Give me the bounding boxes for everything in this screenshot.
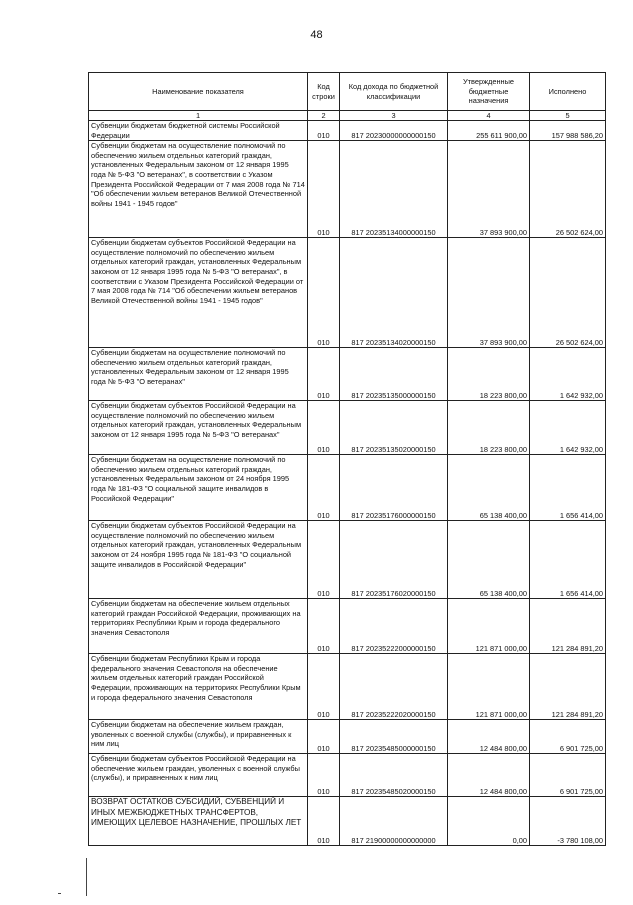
row-name: ВОЗВРАТ ОСТАТКОВ СУБСИДИЙ, СУБВЕНЦИЙ И ИНЫХ МЕЖБЮДЖЕТНЫХ ТРАНСФЕРТОВ, ИМЕЮЩИХ ЦЕЛЕВОЕ НАЗНАЧЕНИЕ, ПРОШЛЫХ ЛЕТ bbox=[89, 797, 308, 846]
row-income-code: 817 20235135020000150 bbox=[340, 401, 448, 455]
row-executed: 26 502 624,00 bbox=[530, 238, 606, 348]
row-name: Субвенции бюджетам бюджетной системы Российской Федерации bbox=[89, 121, 308, 141]
row-name: Субвенции бюджетам Республики Крым и города федерального значения Севастополя на обеспечение жильем отдельных категорий граждан Российской Федерации, проживающих на территориях Республики Крым и города федерального значения Севастополя bbox=[89, 654, 308, 720]
row-line-code: 010 bbox=[308, 348, 340, 401]
row-approved: 0,00 bbox=[448, 797, 530, 846]
row-name: Субвенции бюджетам субъектов Российской Федерации на осуществление полномочий по обеспечению жильем отдельных категорий граждан, установленных Федеральным законом от 12 января 1995 года № 5-ФЗ "О ветеранах", в соответствии с Указом Президента Российской Федерации от 7 мая 2008 года № 714 "Об обеспечении жильем ветеранов Великой Отечественной войны 1941 - 1945 годов" bbox=[89, 238, 308, 348]
row-name: Субвенции бюджетам на осуществление полномочий по обеспечению жильем отдельных категорий граждан, установленных Федеральным законом от 12 января 1995 года № 5-ФЗ "О ветеранах", в соответствии с Указом Президента Российской Федерации от 7 мая 2008 года № 714 "Об обеспечении жильем ветеранов Великой Отечественной войны 1941 - 1945 годов" bbox=[89, 141, 308, 238]
row-name: Субвенции бюджетам на обеспечение жильем граждан, уволенных с военной службы (службы), и приравненных к ним лиц bbox=[89, 720, 308, 754]
header-indicator-name: Наименование показателя bbox=[89, 73, 308, 111]
row-income-code: 817 20235485000000150 bbox=[340, 720, 448, 754]
table-row bbox=[89, 754, 606, 797]
row-executed: 26 502 624,00 bbox=[530, 141, 606, 238]
row-approved: 121 871 000,00 bbox=[448, 654, 530, 720]
row-income-code: 817 20235176020000150 bbox=[340, 521, 448, 599]
row-name: Субвенции бюджетам на осуществление полномочий по обеспечению жильем отдельных категорий граждан, установленных Федеральным законом от 12 января 1995 года № 5-ФЗ "О ветеранах" bbox=[89, 348, 308, 401]
row-executed: 1 642 932,00 bbox=[530, 401, 606, 455]
row-executed: 6 901 725,00 bbox=[530, 720, 606, 754]
column-number: 4 bbox=[448, 111, 530, 121]
table-row bbox=[89, 720, 606, 754]
row-approved: 12 484 800,00 bbox=[448, 720, 530, 754]
row-income-code: 817 20235176000000150 bbox=[340, 455, 448, 521]
row-executed: 6 901 725,00 bbox=[530, 754, 606, 797]
scan-edge-mark bbox=[58, 893, 61, 894]
row-line-code: 010 bbox=[308, 455, 340, 521]
row-line-code: 010 bbox=[308, 654, 340, 720]
row-line-code: 010 bbox=[308, 599, 340, 654]
row-approved: 37 893 900,00 bbox=[448, 141, 530, 238]
column-number: 3 bbox=[340, 111, 448, 121]
header-executed: Исполнено bbox=[530, 73, 606, 111]
row-approved: 65 138 400,00 bbox=[448, 455, 530, 521]
row-approved: 12 484 800,00 bbox=[448, 754, 530, 797]
row-executed: -3 780 108,00 bbox=[530, 797, 606, 846]
row-line-code: 010 bbox=[308, 121, 340, 141]
header-line-code: Код строки bbox=[308, 73, 340, 111]
row-line-code: 010 bbox=[308, 754, 340, 797]
row-approved: 18 223 800,00 bbox=[448, 348, 530, 401]
scan-edge-mark bbox=[86, 858, 87, 896]
row-line-code: 010 bbox=[308, 141, 340, 238]
row-income-code: 817 20230000000000150 bbox=[340, 121, 448, 141]
row-name: Субвенции бюджетам субъектов Российской Федерации на обеспечение жильем граждан, уволенных с военной службы (службы), и приравненных к ним лиц bbox=[89, 754, 308, 797]
table-row bbox=[89, 121, 606, 141]
column-number-row bbox=[89, 111, 606, 121]
table-row bbox=[89, 401, 606, 455]
row-executed: 1 642 932,00 bbox=[530, 348, 606, 401]
row-income-code: 817 20235135000000150 bbox=[340, 348, 448, 401]
column-number: 1 bbox=[89, 111, 308, 121]
table-row bbox=[89, 455, 606, 521]
row-approved: 18 223 800,00 bbox=[448, 401, 530, 455]
row-executed: 1 656 414,00 bbox=[530, 455, 606, 521]
row-executed: 157 988 586,20 bbox=[530, 121, 606, 141]
table-row bbox=[89, 521, 606, 599]
row-line-code: 010 bbox=[308, 521, 340, 599]
row-approved: 37 893 900,00 bbox=[448, 238, 530, 348]
row-income-code: 817 21900000000000000 bbox=[340, 797, 448, 846]
page-number: 48 bbox=[310, 29, 323, 41]
row-line-code: 010 bbox=[308, 797, 340, 846]
header-income-code: Код дохода по бюджетной классификации bbox=[340, 73, 448, 111]
budget-execution-table bbox=[88, 72, 606, 846]
table-row bbox=[89, 141, 606, 238]
row-name: Субвенции бюджетам субъектов Российской Федерации на осуществление полномочий по обеспечению жильем отдельных категорий граждан, установленных Федеральным законом от 12 января 1995 года № 5-ФЗ "О ветеранах" bbox=[89, 401, 308, 455]
row-income-code: 817 20235222000000150 bbox=[340, 599, 448, 654]
row-income-code: 817 20235222020000150 bbox=[340, 654, 448, 720]
row-approved: 121 871 000,00 bbox=[448, 599, 530, 654]
row-name: Субвенции бюджетам субъектов Российской Федерации на осуществление полномочий по обеспечению жильем отдельных категорий граждан, установленных Федеральным законом от 24 ноября 1995 года № 181-ФЗ "О социальной защите инвалидов в Российской Федерации" bbox=[89, 521, 308, 599]
row-approved: 65 138 400,00 bbox=[448, 521, 530, 599]
row-executed: 121 284 891,20 bbox=[530, 654, 606, 720]
table-row bbox=[89, 599, 606, 654]
header-approved: Утвержденные бюджетные назначения bbox=[448, 73, 530, 111]
row-income-code: 817 20235134000000150 bbox=[340, 141, 448, 238]
row-line-code: 010 bbox=[308, 238, 340, 348]
row-income-code: 817 20235485020000150 bbox=[340, 754, 448, 797]
row-name: Субвенции бюджетам на обеспечение жильем отдельных категорий граждан Российской Федерации, проживающих на территориях Республики Крым и города федерального значения Севастополя bbox=[89, 599, 308, 654]
row-executed: 121 284 891,20 bbox=[530, 599, 606, 654]
row-name: Субвенции бюджетам на осуществление полномочий по обеспечению жильем отдельных категорий граждан, установленных Федеральным законом от 24 ноября 1995 года № 181-ФЗ "О социальной защите инвалидов в Российской Федерации" bbox=[89, 455, 308, 521]
table-row bbox=[89, 797, 606, 846]
header-row bbox=[89, 73, 606, 111]
row-approved: 255 611 900,00 bbox=[448, 121, 530, 141]
row-line-code: 010 bbox=[308, 720, 340, 754]
table-row bbox=[89, 238, 606, 348]
row-executed: 1 656 414,00 bbox=[530, 521, 606, 599]
table-row bbox=[89, 654, 606, 720]
table-row bbox=[89, 348, 606, 401]
row-line-code: 010 bbox=[308, 401, 340, 455]
row-income-code: 817 20235134020000150 bbox=[340, 238, 448, 348]
column-number: 2 bbox=[308, 111, 340, 121]
column-number: 5 bbox=[530, 111, 606, 121]
